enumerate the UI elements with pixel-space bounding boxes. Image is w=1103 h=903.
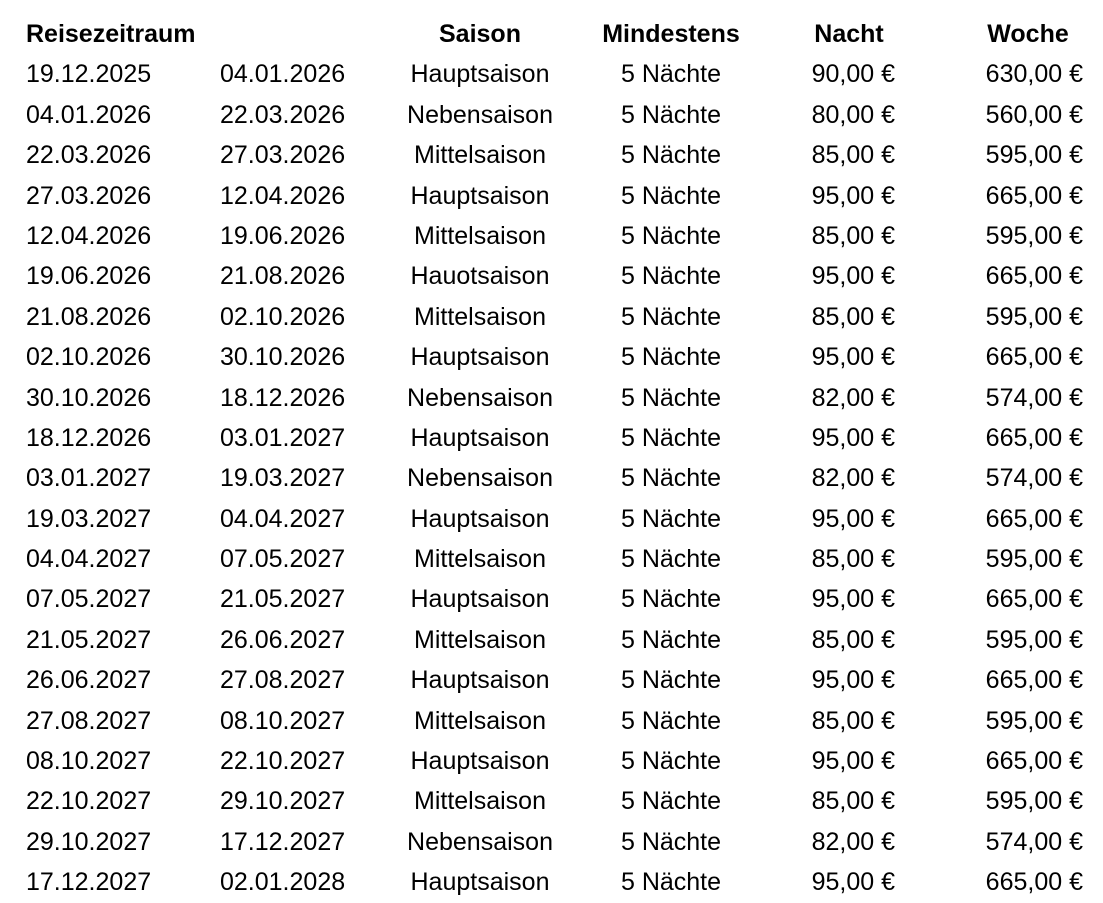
cell-price-night: 80,00 € xyxy=(811,100,895,129)
cell-date-to: 02.01.2028 xyxy=(220,868,346,897)
cell-price-night: 85,00 € xyxy=(811,141,895,170)
cell-price-week: 595,00 € xyxy=(985,545,1083,574)
cell-season: Mittelsaison xyxy=(414,706,546,735)
cell-season: Nebensaison xyxy=(407,827,553,856)
cell-season: Mittelsaison xyxy=(414,545,546,574)
cell-date-from: 27.03.2026 xyxy=(26,181,152,210)
table-row xyxy=(0,822,1103,862)
cell-price-night: 85,00 € xyxy=(811,706,895,735)
cell-price-week: 595,00 € xyxy=(985,787,1083,816)
cell-minimum: 5 Nächte xyxy=(620,383,722,412)
cell-date-from: 21.08.2026 xyxy=(26,302,152,331)
cell-date-to: 26.06.2027 xyxy=(220,625,346,654)
table-row xyxy=(0,579,1103,619)
table-row xyxy=(0,135,1103,175)
cell-date-to: 02.10.2026 xyxy=(220,302,346,331)
cell-season: Hauptsaison xyxy=(410,343,550,372)
cell-price-night: 82,00 € xyxy=(811,464,895,493)
cell-date-from: 04.04.2027 xyxy=(26,545,152,574)
table-row xyxy=(0,176,1103,216)
cell-season: Hauptsaison xyxy=(410,666,550,695)
cell-minimum: 5 Nächte xyxy=(620,625,722,654)
table-row xyxy=(0,862,1103,902)
table-row xyxy=(0,95,1103,135)
cell-date-to: 08.10.2027 xyxy=(220,706,346,735)
cell-season: Mittelsaison xyxy=(414,302,546,331)
cell-season: Hauotsaison xyxy=(410,262,550,291)
cell-price-week: 630,00 € xyxy=(985,60,1083,89)
cell-price-week: 665,00 € xyxy=(985,343,1083,372)
cell-date-from: 08.10.2027 xyxy=(26,747,152,776)
cell-price-night: 85,00 € xyxy=(811,221,895,250)
table-row xyxy=(0,781,1103,821)
cell-price-week: 595,00 € xyxy=(985,302,1083,331)
table-row xyxy=(0,297,1103,337)
cell-date-to: 03.01.2027 xyxy=(220,423,346,452)
cell-date-from: 19.06.2026 xyxy=(26,262,152,291)
header-week: Woche xyxy=(987,20,1069,48)
cell-date-from: 12.04.2026 xyxy=(26,221,152,250)
cell-season: Hauptsaison xyxy=(410,747,550,776)
cell-season: Hauptsaison xyxy=(410,181,550,210)
cell-price-week: 665,00 € xyxy=(985,666,1083,695)
cell-minimum: 5 Nächte xyxy=(620,545,722,574)
table-row xyxy=(0,216,1103,256)
cell-date-to: 19.06.2026 xyxy=(220,221,346,250)
cell-minimum: 5 Nächte xyxy=(620,868,722,897)
cell-minimum: 5 Nächte xyxy=(620,464,722,493)
cell-price-night: 85,00 € xyxy=(811,625,895,654)
cell-date-to: 21.05.2027 xyxy=(220,585,346,614)
table-row xyxy=(0,620,1103,660)
header-season: Saison xyxy=(439,20,521,48)
cell-price-week: 665,00 € xyxy=(985,181,1083,210)
cell-price-night: 95,00 € xyxy=(811,343,895,372)
table-row xyxy=(0,660,1103,700)
header-night: Nacht xyxy=(814,20,884,48)
cell-date-to: 04.01.2026 xyxy=(220,60,346,89)
cell-price-night: 95,00 € xyxy=(811,868,895,897)
table-row xyxy=(0,378,1103,418)
cell-season: Hauptsaison xyxy=(410,504,550,533)
cell-price-night: 82,00 € xyxy=(811,827,895,856)
cell-date-to: 22.10.2027 xyxy=(220,747,346,776)
cell-date-to: 21.08.2026 xyxy=(220,262,346,291)
cell-price-week: 574,00 € xyxy=(985,464,1083,493)
table-row xyxy=(0,418,1103,458)
price-table xyxy=(0,14,1103,903)
cell-date-from: 18.12.2026 xyxy=(26,423,152,452)
cell-season: Hauptsaison xyxy=(410,585,550,614)
cell-date-to: 29.10.2027 xyxy=(220,787,346,816)
header-period: Reisezeitraum xyxy=(26,20,196,48)
cell-price-night: 95,00 € xyxy=(811,747,895,776)
cell-date-from: 21.05.2027 xyxy=(26,625,152,654)
cell-price-week: 665,00 € xyxy=(985,868,1083,897)
cell-minimum: 5 Nächte xyxy=(620,60,722,89)
cell-minimum: 5 Nächte xyxy=(620,666,722,695)
cell-minimum: 5 Nächte xyxy=(620,504,722,533)
table-row xyxy=(0,701,1103,741)
cell-minimum: 5 Nächte xyxy=(620,827,722,856)
cell-minimum: 5 Nächte xyxy=(620,747,722,776)
cell-price-week: 595,00 € xyxy=(985,706,1083,735)
cell-season: Hauptsaison xyxy=(410,60,550,89)
cell-date-to: 18.12.2026 xyxy=(220,383,346,412)
header-minimum: Mindestens xyxy=(602,20,740,48)
cell-minimum: 5 Nächte xyxy=(620,787,722,816)
cell-date-from: 19.03.2027 xyxy=(26,504,152,533)
cell-price-night: 95,00 € xyxy=(811,666,895,695)
cell-season: Mittelsaison xyxy=(414,141,546,170)
cell-price-week: 574,00 € xyxy=(985,827,1083,856)
table-row xyxy=(0,256,1103,296)
cell-date-to: 12.04.2026 xyxy=(220,181,346,210)
cell-date-from: 17.12.2027 xyxy=(26,868,152,897)
cell-price-week: 665,00 € xyxy=(985,585,1083,614)
cell-date-from: 03.01.2027 xyxy=(26,464,152,493)
cell-minimum: 5 Nächte xyxy=(620,423,722,452)
cell-date-from: 30.10.2026 xyxy=(26,383,152,412)
cell-date-from: 02.10.2026 xyxy=(26,343,152,372)
cell-price-week: 560,00 € xyxy=(985,100,1083,129)
cell-date-from: 27.08.2027 xyxy=(26,706,152,735)
cell-season: Nebensaison xyxy=(407,100,553,129)
table-row xyxy=(0,54,1103,94)
cell-price-night: 85,00 € xyxy=(811,545,895,574)
cell-price-week: 665,00 € xyxy=(985,504,1083,533)
cell-price-week: 665,00 € xyxy=(985,747,1083,776)
table-row xyxy=(0,741,1103,781)
cell-price-night: 85,00 € xyxy=(811,787,895,816)
cell-date-to: 22.03.2026 xyxy=(220,100,346,129)
cell-minimum: 5 Nächte xyxy=(620,706,722,735)
cell-date-to: 27.08.2027 xyxy=(220,666,346,695)
cell-price-night: 95,00 € xyxy=(811,423,895,452)
cell-minimum: 5 Nächte xyxy=(620,343,722,372)
cell-price-night: 82,00 € xyxy=(811,383,895,412)
cell-date-from: 26.06.2027 xyxy=(26,666,152,695)
cell-season: Hauptsaison xyxy=(410,868,550,897)
cell-season: Mittelsaison xyxy=(414,625,546,654)
cell-minimum: 5 Nächte xyxy=(620,585,722,614)
cell-date-from: 22.03.2026 xyxy=(26,141,152,170)
cell-minimum: 5 Nächte xyxy=(620,302,722,331)
cell-date-from: 22.10.2027 xyxy=(26,787,152,816)
table-row xyxy=(0,499,1103,539)
cell-date-to: 07.05.2027 xyxy=(220,545,346,574)
cell-price-week: 665,00 € xyxy=(985,262,1083,291)
table-row xyxy=(0,458,1103,498)
table-row xyxy=(0,337,1103,377)
table-header xyxy=(0,14,1103,54)
cell-season: Mittelsaison xyxy=(414,221,546,250)
cell-minimum: 5 Nächte xyxy=(620,141,722,170)
cell-season: Mittelsaison xyxy=(414,787,546,816)
table-body xyxy=(0,54,1103,902)
cell-minimum: 5 Nächte xyxy=(620,262,722,291)
cell-date-to: 27.03.2026 xyxy=(220,141,346,170)
cell-date-to: 17.12.2027 xyxy=(220,827,346,856)
cell-season: Hauptsaison xyxy=(410,423,550,452)
cell-date-from: 19.12.2025 xyxy=(26,60,152,89)
cell-season: Nebensaison xyxy=(407,383,553,412)
cell-price-night: 85,00 € xyxy=(811,302,895,331)
cell-price-week: 595,00 € xyxy=(985,221,1083,250)
cell-price-week: 595,00 € xyxy=(985,625,1083,654)
cell-price-night: 90,00 € xyxy=(811,60,895,89)
cell-price-week: 595,00 € xyxy=(985,141,1083,170)
table-row xyxy=(0,539,1103,579)
cell-season: Nebensaison xyxy=(407,464,553,493)
cell-date-from: 04.01.2026 xyxy=(26,100,152,129)
cell-minimum: 5 Nächte xyxy=(620,221,722,250)
cell-price-week: 574,00 € xyxy=(985,383,1083,412)
cell-price-night: 95,00 € xyxy=(811,504,895,533)
cell-date-to: 30.10.2026 xyxy=(220,343,346,372)
cell-minimum: 5 Nächte xyxy=(620,181,722,210)
cell-price-night: 95,00 € xyxy=(811,585,895,614)
cell-date-to: 19.03.2027 xyxy=(220,464,346,493)
cell-price-night: 95,00 € xyxy=(811,181,895,210)
cell-date-from: 07.05.2027 xyxy=(26,585,152,614)
cell-date-from: 29.10.2027 xyxy=(26,827,152,856)
cell-price-night: 95,00 € xyxy=(811,262,895,291)
cell-price-week: 665,00 € xyxy=(985,423,1083,452)
cell-minimum: 5 Nächte xyxy=(620,100,722,129)
cell-date-to: 04.04.2027 xyxy=(220,504,346,533)
